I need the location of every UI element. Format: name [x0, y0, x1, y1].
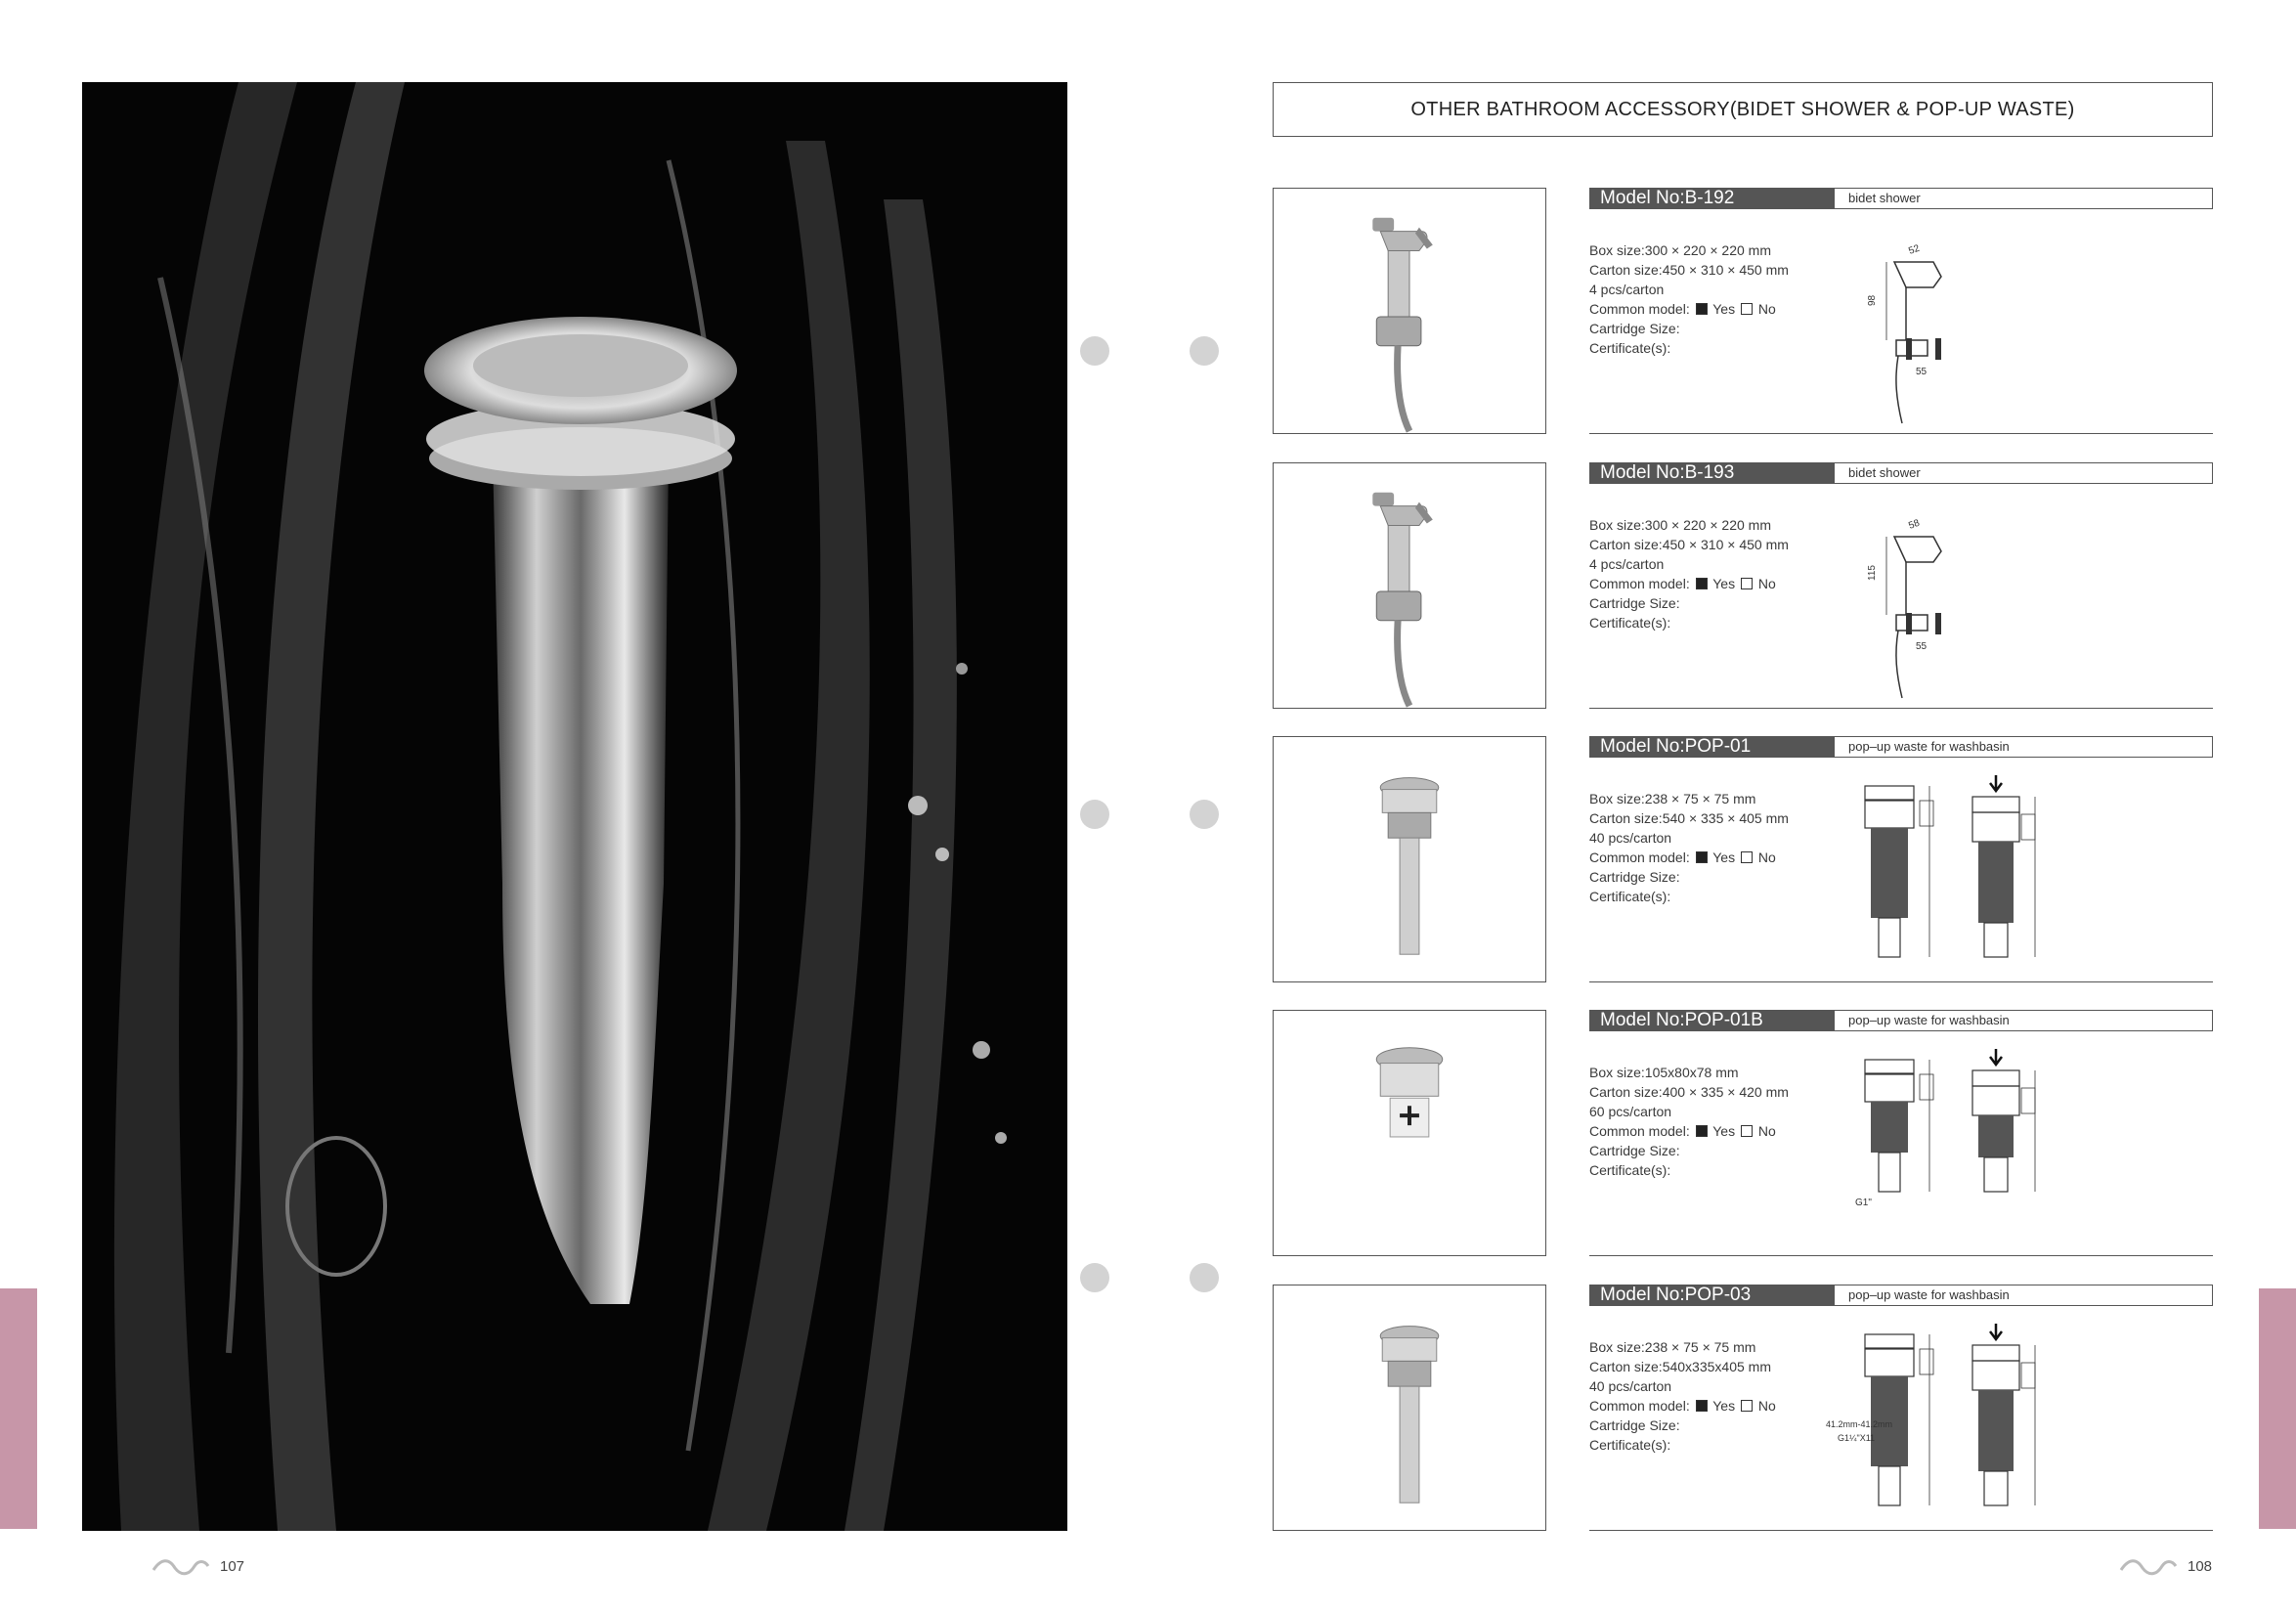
common-model: Common model: Yes No: [1589, 1123, 1776, 1139]
carton-size: Carton size:450 × 310 × 450 mm: [1589, 262, 1789, 278]
right-side-tab: [2259, 1288, 2296, 1529]
technical-drawing: [1826, 498, 2100, 703]
dimension-drawing: [1826, 498, 2100, 703]
dimension-drawing: [1826, 771, 2100, 977]
page-footer-right: [2119, 1556, 2212, 1576]
no-checkbox: [1741, 851, 1753, 863]
yes-checkbox: [1696, 1125, 1708, 1137]
product-header: [1589, 736, 2213, 758]
cartridge-size: Cartridge Size:: [1589, 321, 1680, 336]
divider: [1589, 708, 2213, 709]
product-specs: [1589, 240, 1789, 358]
product-block-4: [1273, 1010, 2213, 1256]
product-header: [1589, 1285, 2213, 1306]
model-number: Model No:B-193: [1590, 463, 1835, 483]
carton-size: Carton size:540x335x405 mm: [1589, 1359, 1771, 1374]
product-image: [1273, 188, 1546, 434]
model-number: Model No:POP-03: [1590, 1285, 1835, 1305]
box-size: Box size:300 × 220 × 220 mm: [1589, 517, 1771, 533]
svg-text:52: 52: [1907, 242, 1922, 257]
technical-drawing: [1826, 771, 2100, 977]
technical-drawing: [1826, 1045, 2100, 1250]
certificates: Certificate(s):: [1589, 340, 1671, 356]
technical-drawing: [1826, 223, 2100, 428]
divider: [1589, 1530, 2213, 1531]
dimension-drawing: [1826, 1045, 2100, 1250]
svg-text:115: 115: [1867, 565, 1878, 581]
box-size: Box size:300 × 220 × 220 mm: [1589, 242, 1771, 258]
section-title-box: [1273, 82, 2213, 137]
bidet-shower-icon: [1274, 189, 1545, 433]
pop-up-waste-short-icon: [1274, 1011, 1545, 1255]
product-header: [1589, 1010, 2213, 1031]
binding-hole: [1190, 1263, 1219, 1292]
common-model: Common model: Yes No: [1589, 301, 1776, 317]
product-image: [1273, 1010, 1546, 1256]
model-number: Model No:POP-01B: [1590, 1011, 1835, 1030]
svg-text:G1": G1": [1855, 1198, 1872, 1208]
certificates: Certificate(s):: [1589, 615, 1671, 631]
yes-checkbox: [1696, 1400, 1708, 1412]
yes-checkbox: [1696, 578, 1708, 589]
certificates: Certificate(s):: [1589, 1162, 1671, 1178]
carton-size: Carton size:450 × 310 × 450 mm: [1589, 537, 1789, 552]
svg-text:98: 98: [1867, 294, 1878, 306]
product-specs: [1589, 1337, 1776, 1455]
brand-logo-icon: [152, 1556, 210, 1576]
bidet-shower-icon: [1274, 463, 1545, 708]
yes-checkbox: [1696, 303, 1708, 315]
svg-text:55: 55: [1916, 367, 1928, 377]
divider: [1589, 433, 2213, 434]
model-number: Model No:POP-01: [1590, 737, 1835, 757]
pcs-per-carton: 4 pcs/carton: [1589, 282, 1665, 297]
product-header: [1589, 462, 2213, 484]
certificates: Certificate(s):: [1589, 889, 1671, 904]
cartridge-size: Cartridge Size:: [1589, 595, 1680, 611]
pop-up-waste-long-icon: [1274, 1285, 1545, 1530]
dimension-drawing: [1826, 223, 2100, 428]
page-number: 108: [2188, 1557, 2213, 1575]
binding-hole: [1190, 336, 1219, 366]
product-image: [1273, 1285, 1546, 1531]
cartridge-size: Cartridge Size:: [1589, 1143, 1680, 1158]
product-specs: [1589, 789, 1789, 906]
yes-checkbox: [1696, 851, 1708, 863]
page-number: 107: [220, 1557, 245, 1575]
svg-text:41.2mm-41.2mm: 41.2mm-41.2mm: [1826, 1419, 1893, 1429]
dimension-drawing: [1826, 1320, 2100, 1525]
product-block-3: [1273, 736, 2213, 982]
svg-text:58: 58: [1907, 517, 1922, 532]
product-specs: [1589, 515, 1789, 632]
binding-hole: [1080, 800, 1109, 829]
product-image: [1273, 736, 1546, 982]
pcs-per-carton: 40 pcs/carton: [1589, 830, 1672, 846]
svg-text:55: 55: [1916, 641, 1928, 652]
product-block-5: [1273, 1285, 2213, 1531]
product-description: pop–up waste for washbasin: [1848, 1013, 2010, 1027]
left-side-tab: [0, 1288, 37, 1529]
product-image: [1273, 462, 1546, 709]
carton-size: Carton size:540 × 335 × 405 mm: [1589, 810, 1789, 826]
product-description: pop–up waste for washbasin: [1848, 1287, 2010, 1302]
no-checkbox: [1741, 1400, 1753, 1412]
no-checkbox: [1741, 1125, 1753, 1137]
divider: [1589, 981, 2213, 982]
pcs-per-carton: 60 pcs/carton: [1589, 1104, 1672, 1119]
section-title: OTHER BATHROOM ACCESSORY(BIDET SHOWER & POP-UP WASTE): [1410, 98, 2075, 120]
product-header: [1589, 188, 2213, 209]
common-model: Common model: Yes No: [1589, 850, 1776, 865]
model-number: Model No:B-192: [1590, 189, 1835, 208]
product-photo: [82, 82, 1067, 1531]
divider: [1589, 1255, 2213, 1256]
binding-hole: [1190, 800, 1219, 829]
binding-hole: [1080, 336, 1109, 366]
pcs-per-carton: 40 pcs/carton: [1589, 1378, 1672, 1394]
cartridge-size: Cartridge Size:: [1589, 1417, 1680, 1433]
product-description: bidet shower: [1848, 465, 1921, 480]
page-footer-left: [152, 1556, 244, 1576]
pcs-per-carton: 4 pcs/carton: [1589, 556, 1665, 572]
brand-logo-icon: [2119, 1556, 2178, 1576]
pop-up-waste-water-photo: [82, 82, 1067, 1531]
binding-hole: [1080, 1263, 1109, 1292]
box-size: Box size:238 × 75 × 75 mm: [1589, 1339, 1756, 1355]
no-checkbox: [1741, 303, 1753, 315]
box-size: Box size:238 × 75 × 75 mm: [1589, 791, 1756, 806]
no-checkbox: [1741, 578, 1753, 589]
product-block-2: [1273, 462, 2213, 709]
product-description: pop–up waste for washbasin: [1848, 739, 2010, 754]
product-block-1: [1273, 188, 2213, 434]
product-description: bidet shower: [1848, 191, 1921, 205]
cartridge-size: Cartridge Size:: [1589, 869, 1680, 885]
pop-up-waste-long-icon: [1274, 737, 1545, 981]
product-specs: [1589, 1063, 1789, 1180]
technical-drawing: [1826, 1320, 2100, 1525]
carton-size: Carton size:400 × 335 × 420 mm: [1589, 1084, 1789, 1100]
certificates: Certificate(s):: [1589, 1437, 1671, 1453]
common-model: Common model: Yes No: [1589, 1398, 1776, 1414]
box-size: Box size:105x80x78 mm: [1589, 1065, 1739, 1080]
common-model: Common model: Yes No: [1589, 576, 1776, 591]
svg-text:G1¼"X11: G1¼"X11: [1838, 1433, 1876, 1443]
